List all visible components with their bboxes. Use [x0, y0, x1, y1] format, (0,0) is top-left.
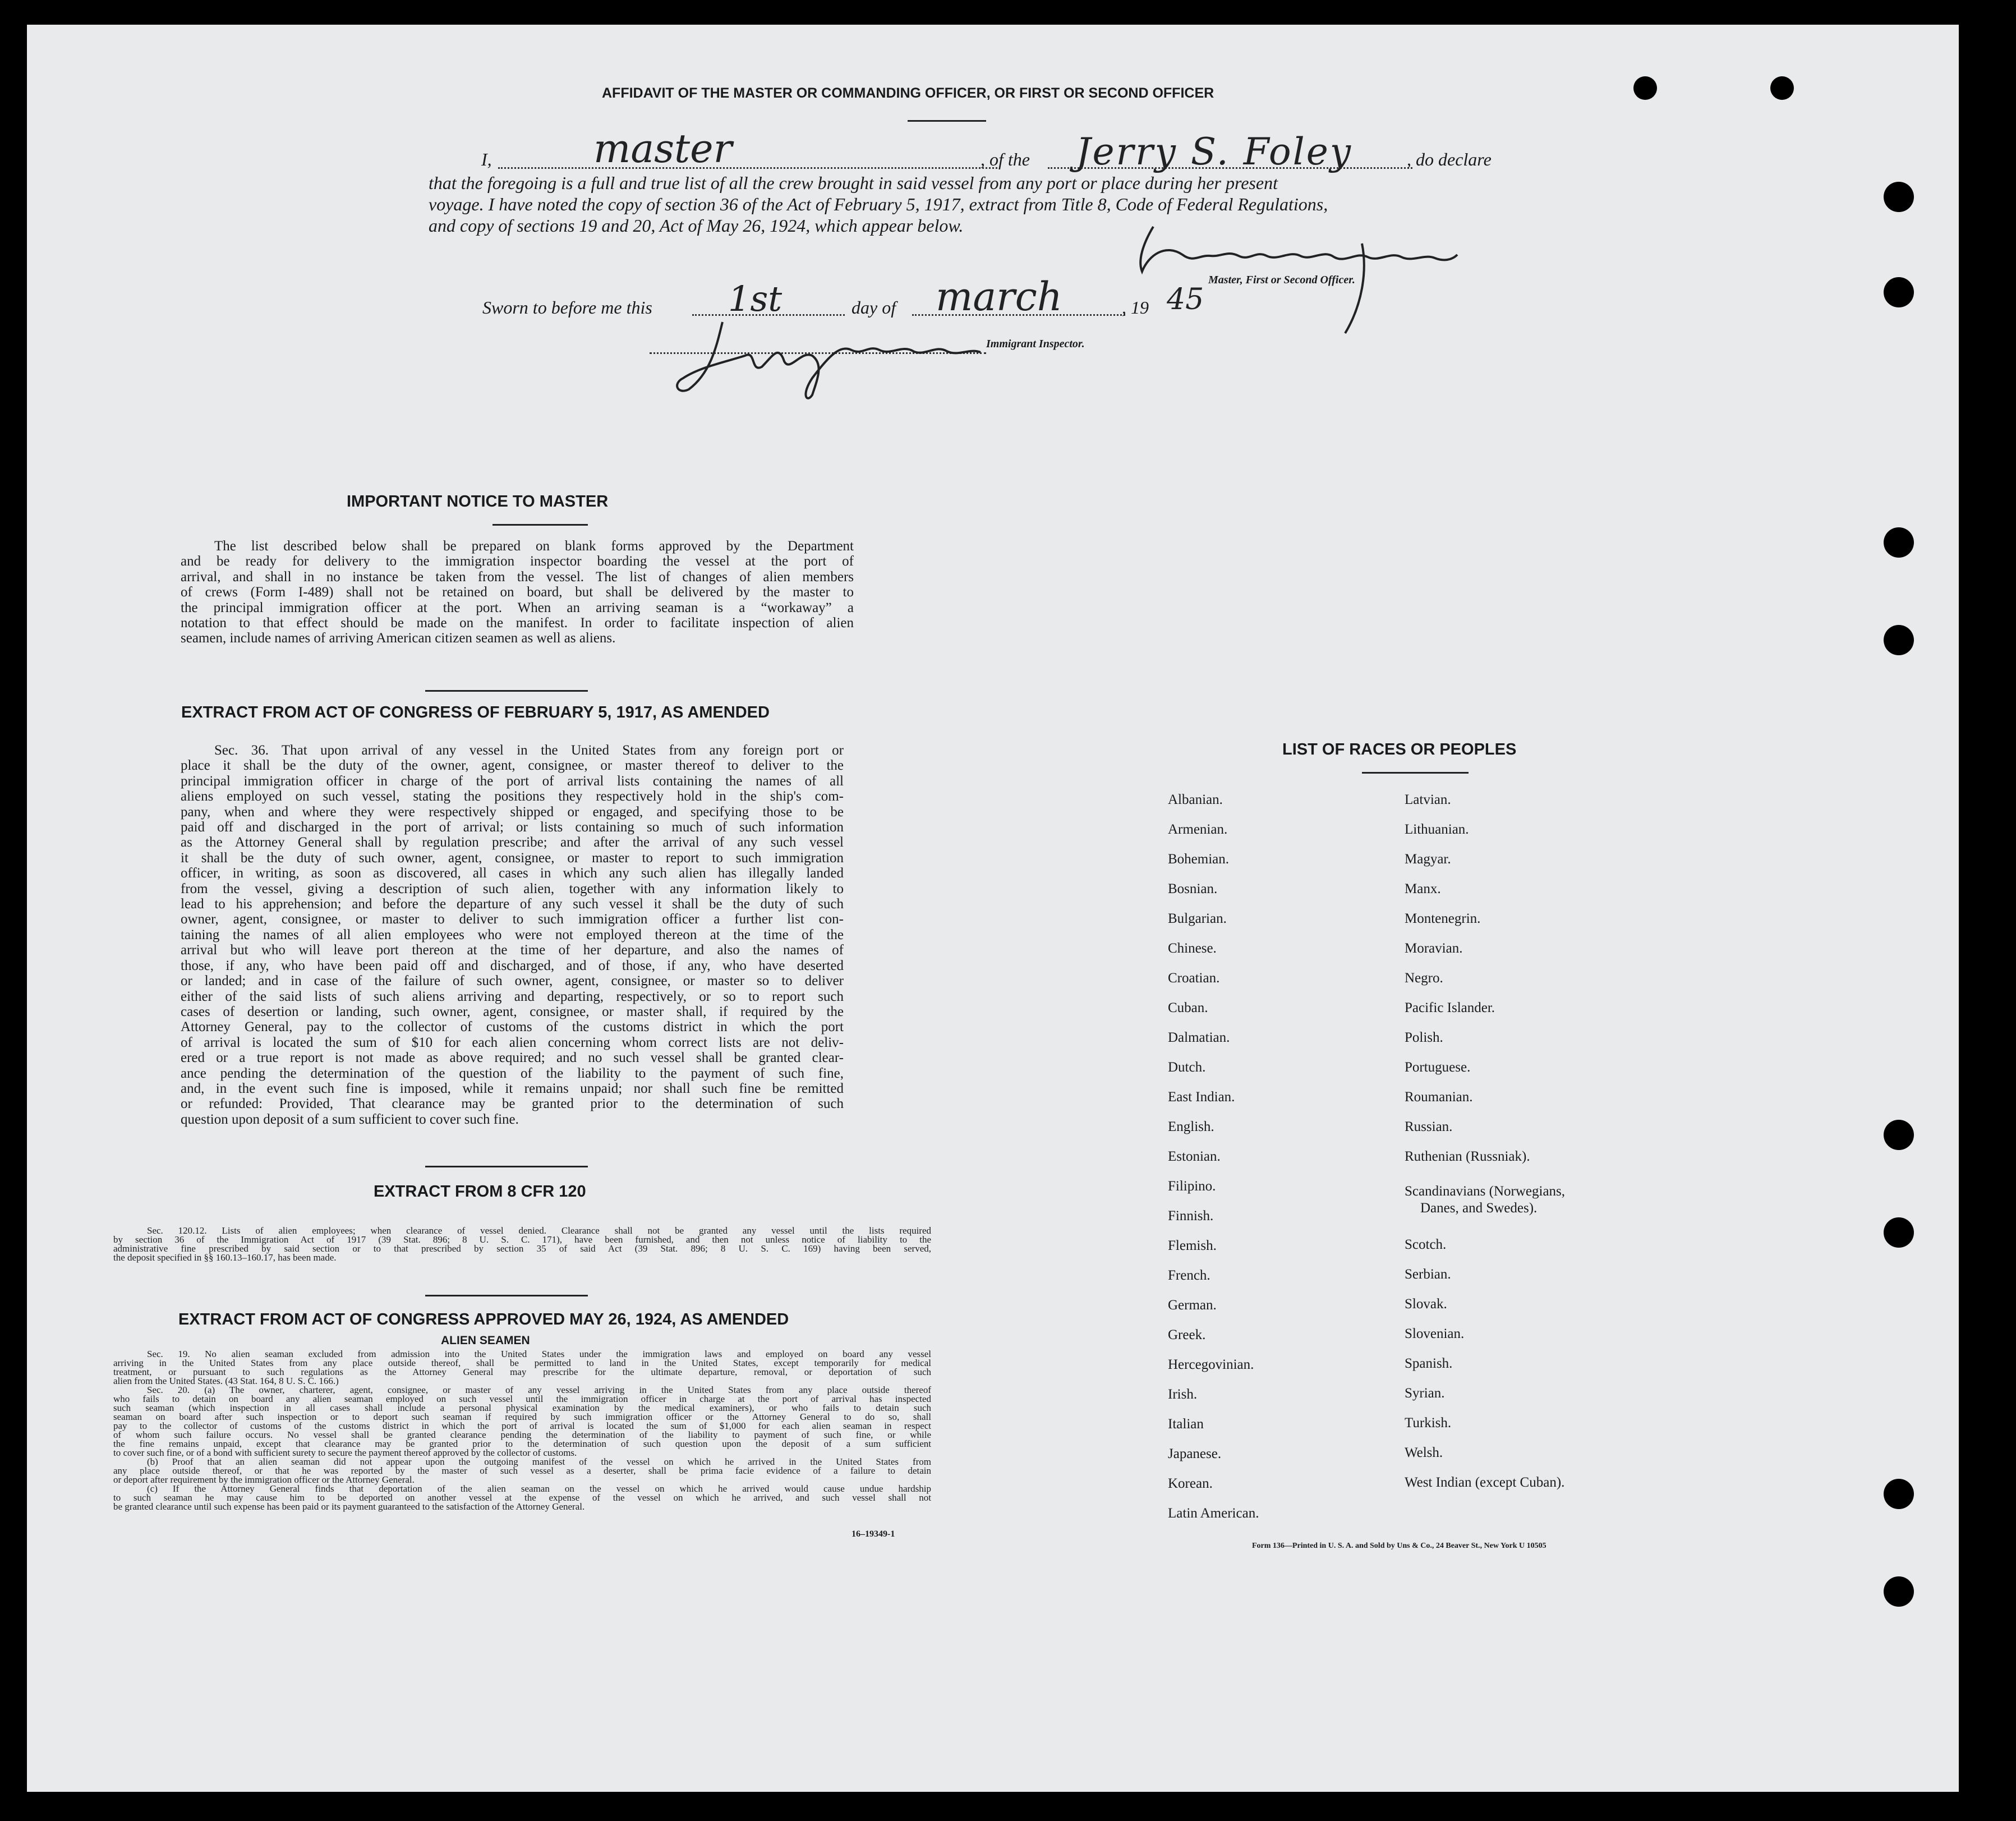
extract-1917-text: [181, 743, 844, 1127]
punch-hole: [1884, 1120, 1914, 1150]
extract-line: place it shall be the duty of the owner, agent, consignee, or master thereof to deliver to the: [181, 758, 844, 774]
extract-line: such seaman (which inspection in all cases shall include a personal physical examination by the medical examiners), or who fails to detain such: [113, 1402, 931, 1413]
inspector-signature: [666, 311, 1003, 406]
month-handwritten: march: [936, 274, 1062, 320]
extract-line: officer, in writing, as soon as discovered, all cases in which any such alien has illegally landed: [181, 866, 844, 881]
extract-line: to cover such fine, or of a bond with sufficient surety to secure the payment thereof approved by the collector of customs.: [113, 1447, 577, 1458]
race-item: Ruthenian (Russniak).: [1405, 1149, 1530, 1164]
race-item: Danes, and Swedes).: [1420, 1201, 1538, 1216]
cfr-line: Sec. 120.12. Lists of alien employees; when clearance of vessel denied. Clearance shall not be granted any vessel until the lists required: [147, 1225, 931, 1236]
extract-line: of arrival is located the sum of $10 for each alien concerning whom correct lists are not deliv-: [181, 1034, 844, 1050]
extract-line: paid off and discharged in the port of arrival; or lists containing so much of such information: [181, 820, 844, 835]
race-item: Cuban.: [1168, 1000, 1208, 1015]
extract-line: those, if any, who have been paid off and discharged, and of those, if any, who have deserted: [181, 958, 844, 973]
race-item: French.: [1168, 1268, 1210, 1283]
punch-hole: [1884, 1479, 1914, 1509]
race-item: Dutch.: [1168, 1060, 1206, 1075]
race-item: Welsh.: [1405, 1445, 1443, 1460]
race-item: Lithuanian.: [1405, 822, 1469, 837]
extract-line: question upon deposit of a sum sufficient to cover such fine.: [181, 1111, 519, 1127]
extract-line: Sec. 20. (a) The owner, charterer, agent, consignee, or master of any vessel arriving in the United States from any place outside thereof: [147, 1385, 931, 1395]
race-item: Polish.: [1405, 1030, 1443, 1045]
extract-line: as the Attorney General shall by regulation prescribe; and after the arrival of any such vessel: [181, 835, 844, 850]
extract-line: (b) Proof that an alien seaman did not appear upon the outgoing manifest of the vessel on which he arrived in the United States from: [147, 1456, 931, 1467]
race-item: English.: [1168, 1119, 1214, 1134]
divider: [425, 690, 588, 692]
race-item: Turkish.: [1405, 1415, 1452, 1431]
declaration-line: voyage. I have noted the copy of section 36 of the Act of February 5, 1917, extract from Title 8, Code of Federal Regulations,: [429, 194, 1328, 214]
notice-line: The list described below shall be prepared on blank forms approved by the Department: [214, 539, 854, 554]
race-item: Pacific Islander.: [1405, 1000, 1495, 1015]
extract-line: seaman on board after such inspection or to deport such seaman if required by such immigration officer or the Attorney General to do so, shall: [113, 1411, 931, 1422]
extract-line: owner, agent, consignee, or master to deliver to such immigration officer a further list con-: [181, 912, 844, 927]
race-item: West Indian (except Cuban).: [1405, 1475, 1565, 1490]
extract-line: or refunded: Provided, That clearance may be granted prior to the determination of such: [181, 1096, 844, 1112]
extract-line: or deport after requirement by the immigration officer or the Attorney General.: [113, 1474, 415, 1485]
day-handwritten: 1st: [728, 278, 783, 319]
divider: [1362, 772, 1469, 774]
notice-line: of crews (Form I-489) shall not be retained on board, but shall be delivered by the master to: [181, 585, 854, 600]
extract-line: be granted clearance until such expense has been paid or its payment guaranteed to the satisfaction of the Attorney General.: [113, 1501, 585, 1512]
notice-line: the principal immigration officer at the port. When an arriving seaman is a “workaway” a: [181, 600, 854, 615]
race-item: Bohemian.: [1168, 852, 1230, 867]
extract-line: aliens employed on such vessel, stating the positions they respectively hold in the ship's com-: [181, 789, 844, 804]
extract-line: from the vessel, giving a description of such alien, together with any information likely to: [181, 881, 844, 896]
extract-line: pany, when and where they were respectively shipped or engaged, and specifying those to be: [181, 804, 844, 820]
race-item: Croatian.: [1168, 971, 1220, 986]
extract-line: any place outside thereof, or that he was reported by the master of such vessel as a deserter, shall be prima facie evidence of a failure to detain: [113, 1465, 931, 1476]
notice-line: seamen, include names of arriving American citizen seamen as well as aliens.: [181, 631, 616, 646]
race-item: Filipino.: [1168, 1179, 1216, 1194]
race-item: Armenian.: [1168, 822, 1228, 837]
declaration-line: and copy of sections 19 and 20, Act of May 26, 1924, which appear below.: [429, 215, 964, 236]
punch-hole: [1884, 625, 1914, 655]
of-the-label: , of the: [981, 149, 1030, 169]
declare-label: , do declare: [1407, 149, 1492, 169]
name-handwritten: master: [593, 126, 733, 172]
race-item: Roumanian.: [1405, 1089, 1473, 1105]
divider: [908, 120, 986, 122]
extract-line: Sec. 19. No alien seaman excluded from admission into the United States under the immigration laws and employed on board any vessel: [147, 1349, 931, 1359]
race-item: Manx.: [1405, 881, 1441, 896]
race-item: Serbian.: [1405, 1267, 1451, 1282]
divider: [493, 524, 588, 526]
name-field-line: [498, 167, 997, 169]
race-item: German.: [1168, 1298, 1217, 1313]
race-item: Moravian.: [1405, 941, 1463, 956]
extract-line: of whom such failure occurs. No vessel shall be granted clearance pending the determination of the liability to payment of such fine, or while: [113, 1429, 931, 1440]
divider: [425, 1166, 588, 1167]
punch-hole: [1884, 182, 1914, 212]
punch-hole: [1884, 1576, 1914, 1607]
divider: [425, 1295, 588, 1296]
affidavit-i-label: I,: [481, 149, 492, 169]
race-item: East Indian.: [1168, 1089, 1235, 1105]
race-item: Greek.: [1168, 1327, 1206, 1342]
notice-text: [181, 539, 854, 646]
extract-line: alien from the United States. (43 Stat. 164, 8 U. S. C. 166.): [113, 1376, 339, 1386]
cfr-title: EXTRACT FROM 8 CFR 120: [374, 1183, 586, 1201]
race-item: Korean.: [1168, 1476, 1213, 1491]
extract-line: ered or a true report is not made as above required; and no such vessel shall be granted clear-: [181, 1050, 844, 1066]
year-handwritten: 45: [1167, 283, 1204, 316]
races-title: LIST OF RACES OR PEOPLES: [1282, 741, 1517, 758]
extract-line: (c) If the Attorney General finds that deportation of the alien seaman on the vessel on which he arrived would cause undue hardship: [147, 1483, 931, 1494]
punch-hole: [1884, 277, 1914, 307]
extract-line: who fails to detain on board any alien seaman employed on such vessel until the immigration officer in charge at the port of arrival has inspected: [113, 1394, 931, 1404]
year-prefix: , 19: [1122, 297, 1149, 318]
extract-line: Attorney General, pay to the collector of customs of the customs district in which the port: [181, 1019, 844, 1035]
race-item: Albanian.: [1168, 792, 1223, 807]
race-item: Finnish.: [1168, 1208, 1214, 1224]
race-item: Latin American.: [1168, 1506, 1259, 1521]
extract-1924-title: EXTRACT FROM ACT OF CONGRESS APPROVED MAY 26, 1924, AS AMENDED: [178, 1310, 789, 1328]
extract-line: arriving in the United States from any place outside thereof, shall be permitted to land in the United States, except temporarily for medical: [113, 1358, 931, 1368]
extract-1924-subtitle: ALIEN SEAMEN: [441, 1334, 530, 1347]
affidavit-title: AFFIDAVIT OF THE MASTER OR COMMANDING OFFICER, OR FIRST OR SECOND OFFICER: [602, 85, 1214, 101]
extract-1917-title: EXTRACT FROM ACT OF CONGRESS OF FEBRUARY 5, 1917, AS AMENDED: [181, 703, 770, 721]
notice-line: arrival, and shall in no instance be taken from the vessel. The list of changes of alien members: [181, 569, 854, 585]
race-item: Hercegovinian.: [1168, 1357, 1254, 1372]
race-item: Bulgarian.: [1168, 911, 1227, 926]
punch-hole: [1884, 1217, 1914, 1248]
extract-line: taining the names of all alien employees who were not employed thereon at the time of the: [181, 927, 844, 942]
race-item: Portuguese.: [1405, 1060, 1471, 1075]
cfr-line: the deposit specified in §§ 160.13–160.17, has been made.: [113, 1252, 337, 1263]
race-item: Bosnian.: [1168, 881, 1218, 896]
race-item: Estonian.: [1168, 1149, 1221, 1164]
race-item: Japanese.: [1168, 1446, 1222, 1461]
punch-hole: [1770, 76, 1794, 100]
race-item: Chinese.: [1168, 941, 1217, 956]
race-item: Slovenian.: [1405, 1326, 1465, 1341]
extract-line: to such seaman he may cause him to be deported on another vessel at the expense of the vessel on which he arrived, and such vessel shall not: [113, 1492, 931, 1503]
notice-line: notation to that effect should be made on the manifest. In order to facilitate inspection of alien: [181, 615, 854, 631]
extract-line: and, in the event such fine is imposed, while it remains unpaid; nor shall such fine be remitted: [181, 1080, 844, 1096]
race-item: Dalmatian.: [1168, 1030, 1230, 1045]
race-item: Slovak.: [1405, 1296, 1447, 1312]
vessel-handwritten: Jerry S. Foley: [1076, 130, 1353, 173]
race-item: Scotch.: [1405, 1237, 1447, 1252]
punch-hole: [1884, 527, 1914, 558]
race-item: Italian: [1168, 1417, 1204, 1432]
race-item: Negro.: [1405, 971, 1443, 986]
punch-hole: [1633, 76, 1657, 100]
declaration-line: that the foregoing is a full and true list of all the crew brought in said vessel from any port or place during her present: [429, 173, 1278, 193]
extract-line: or landed; and in case of the failure of such owner, agent, consignee, or master so to deliver: [181, 973, 844, 989]
day-of-label: day of: [851, 297, 896, 318]
extract-line: it shall be the duty of such owner, agent, consignee, or master to report to such immigration: [181, 850, 844, 866]
notice-title: IMPORTANT NOTICE TO MASTER: [347, 493, 609, 511]
race-item: Syrian.: [1405, 1386, 1445, 1401]
race-item: Montenegrin.: [1405, 911, 1481, 926]
printer-footer: Form 136—Printed in U. S. A. and Sold by Uns & Co., 24 Beaver St., New York U 10505: [1252, 1542, 1546, 1550]
extract-line: ance pending the determination of the question of the liability to the payment of such fine,: [181, 1065, 844, 1081]
race-item: Latvian.: [1405, 792, 1451, 807]
extract-line: either of the said lists of such aliens arriving and departing, respectively, or so to report such: [181, 988, 844, 1004]
inspector-label: Immigrant Inspector.: [986, 338, 1085, 350]
race-item: Magyar.: [1405, 852, 1451, 867]
extract-line: principal immigration officer in charge of the port of arrival lists containing the names of all: [181, 773, 844, 789]
document-page: [27, 25, 1959, 1792]
sworn-label: Sworn to before me this: [482, 297, 652, 318]
extract-line: the fine remains unpaid, except that clearance may be granted prior to the determination of such question upon the deposit of a sum sufficient: [113, 1438, 931, 1449]
race-item: Spanish.: [1405, 1356, 1453, 1371]
extract-line: lead to his apprehension; and before the departure of any such vessel it shall be the duty of such: [181, 896, 844, 912]
form-code: 16–19349-1: [851, 1529, 895, 1539]
notice-line: and be ready for delivery to the immigration inspector boarding the vessel at the port of: [181, 554, 854, 569]
extract-line: pay to the collector of customs of the customs district in which the port of arrival is located the sum of $1,000 for each alien seaman in respect: [113, 1420, 931, 1431]
race-item: Scandinavians (Norwegians,: [1405, 1184, 1566, 1199]
cfr-text: [113, 1226, 931, 1262]
extract-line: treatment, or pursuant to such regulations as the Attorney General may prescribe for the ultimate departure, removal, or deportation of such: [113, 1367, 931, 1377]
cfr-line: by section 36 of the Immigration Act of 1917 (39 Stat. 896; 8 U. S. C. 171), have been furnished, and then not unless notice of liability to the: [113, 1234, 931, 1245]
race-item: Flemish.: [1168, 1238, 1217, 1253]
extract-line: cases of desertion or landing, such owner, agent, consignee, or master shall, if required by the: [181, 1004, 844, 1019]
cfr-line: administrative fine prescribed by said section or to that prescribed by section 35 of said Act (39 Stat. 896; 8 U. S. C. 169) having been served,: [113, 1243, 931, 1254]
extract-1924-text: [113, 1350, 931, 1511]
race-item: Irish.: [1168, 1387, 1198, 1402]
extract-line: arrival but who will leave port thereon at the time of her departure, and also the names of: [181, 942, 844, 958]
officer-label: Master, First or Second Officer.: [1208, 274, 1355, 286]
race-item: Russian.: [1405, 1119, 1453, 1134]
extract-line: Sec. 36. That upon arrival of any vessel in the United States from any foreign port or: [214, 743, 844, 758]
